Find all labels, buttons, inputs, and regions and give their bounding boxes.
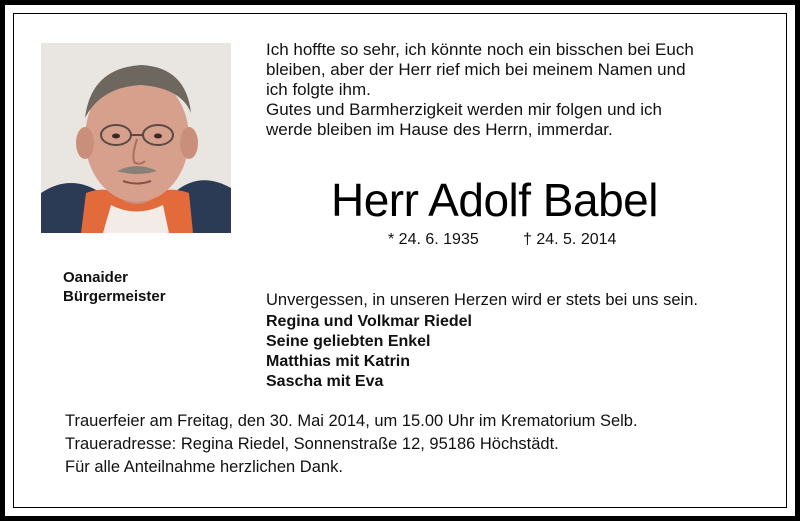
mourner-entry: Matthias mit Katrin — [266, 353, 411, 370]
verse-line: ich folgte ihm. — [266, 80, 371, 99]
funeral-service-line: Trauerfeier am Freitag, den 30. Mai 2014, um 15.00 Uhr im Krematorium Selb. — [65, 412, 638, 430]
verse-line: werde bleiben im Hause des Herrn, immerdar. — [266, 120, 613, 139]
portrait-photo — [41, 43, 231, 233]
verse-text — [266, 40, 766, 140]
mourners-list — [266, 312, 472, 392]
tagline-line: Bürgermeister — [63, 288, 166, 305]
memorial-text: Unvergessen, in unseren Herzen wird er stets bei uns sein. — [266, 291, 698, 309]
mourner-entry: Sascha mit Eva — [266, 373, 384, 390]
mourning-address-line: Traueradresse: Regina Riedel, Sonnenstraße 12, 95186 Höchstädt. — [65, 435, 559, 453]
footer-info — [65, 410, 638, 479]
tagline-line: Oanaider — [63, 269, 129, 286]
deceased-name: Herr Adolf Babel — [331, 174, 658, 226]
death-date: † 24. 5. 2014 — [523, 231, 617, 248]
thanks-line: Für alle Anteilnahme herzlichen Dank. — [65, 458, 343, 476]
tagline — [63, 268, 166, 306]
verse-line: Ich hoffte so sehr, ich könnte noch ein bisschen bei Euch — [266, 40, 694, 59]
portrait-illustration — [41, 43, 231, 233]
mourner-entry: Seine geliebten Enkel — [266, 333, 431, 350]
mourner-entry: Regina und Volkmar Riedel — [266, 313, 472, 330]
birth-date: * 24. 6. 1935 — [388, 231, 479, 248]
verse-line: Gutes und Barmherzigkeit werden mir folgen und ich — [266, 100, 662, 119]
verse-line: bleiben, aber der Herr rief mich bei meinem Namen und — [266, 60, 686, 79]
